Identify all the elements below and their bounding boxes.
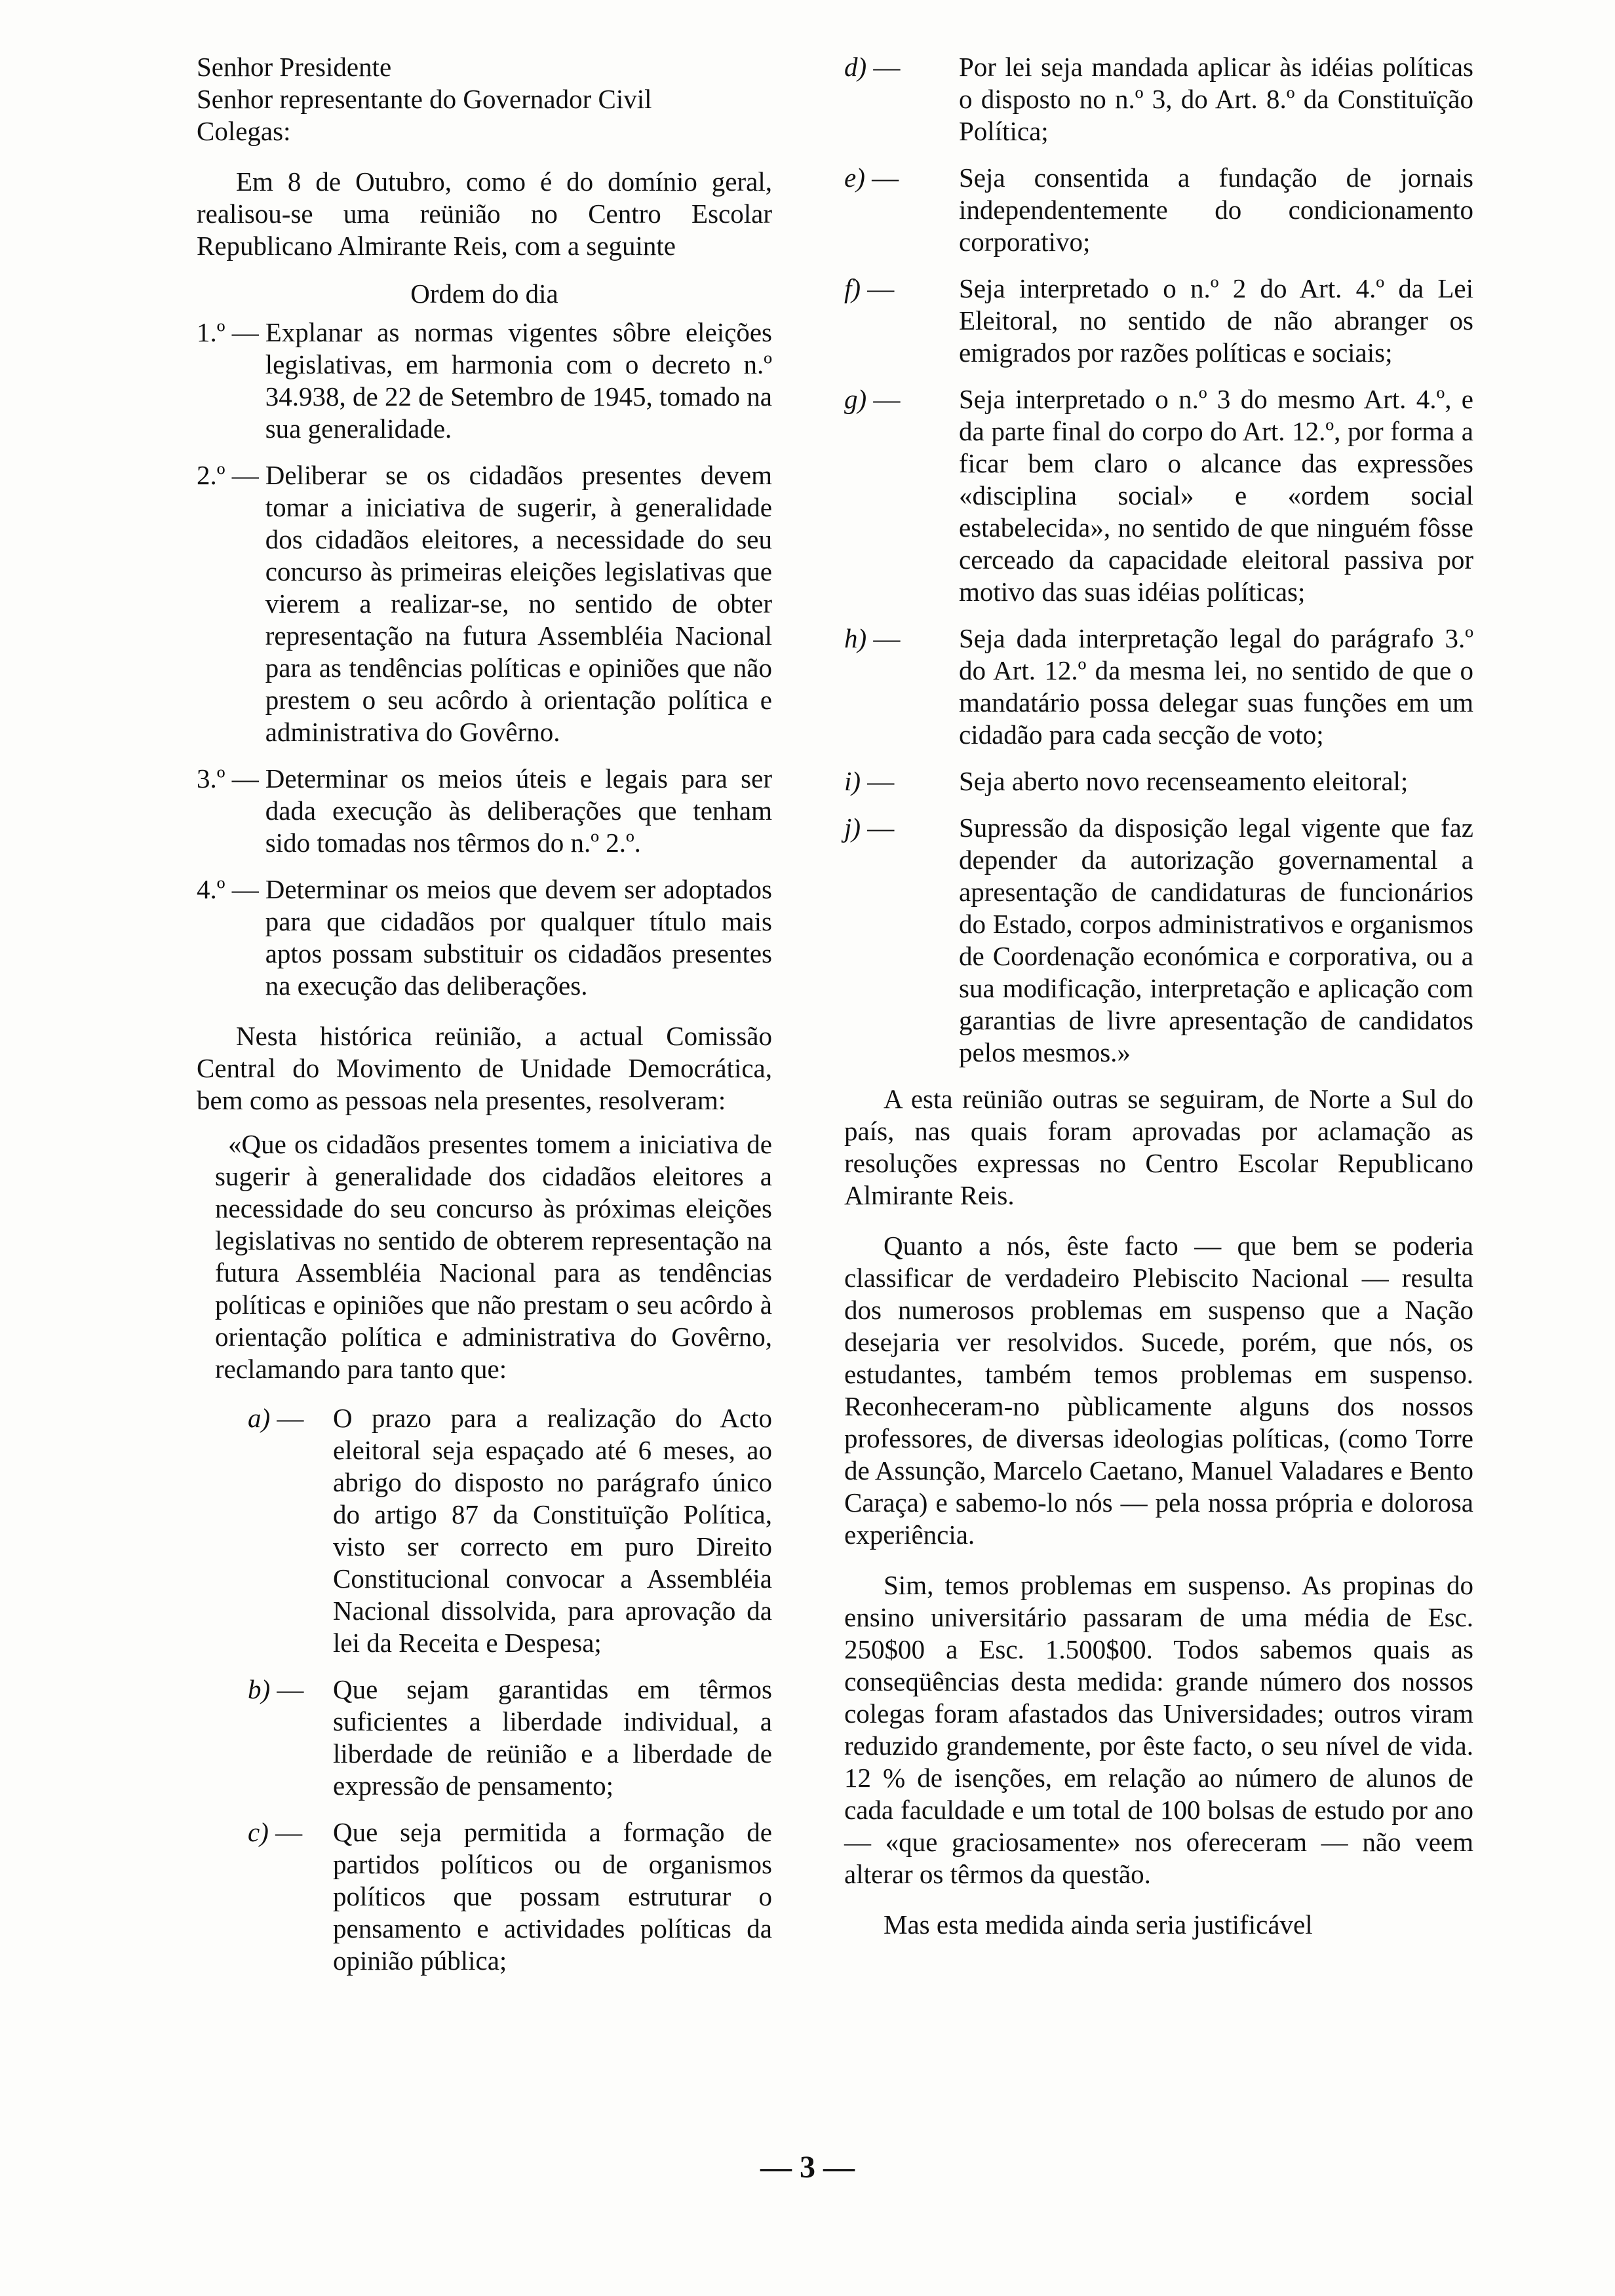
quote-item-label: i) — <box>844 766 895 796</box>
quote-item <box>215 1674 772 1802</box>
agenda-item-number: 2.º — <box>197 460 259 490</box>
agenda-item <box>197 459 772 748</box>
resolution-quote <box>215 1128 772 1977</box>
quote-item <box>844 622 1473 751</box>
page-number: — 3 — <box>760 2150 855 2185</box>
salutation-line: Senhor representante do Governador Civil <box>197 84 652 114</box>
agenda-item-text: Deliberar se os cidadãos presentes devem tomar a iniciativa de sugerir, à generalidade dos cidadãos eleitores, a necessidade do seu concurso às primeiras eleições legislativas que vierem a realizar-se, no sentido de obter representação na futura Assembléia Nacional para as tendências políticas e opiniões que não prestem o seu acôrdo à orientação política e administrativa do Govêrno. <box>265 460 772 747</box>
quote-item-text: Que seja permitida a formação de partidos políticos ou de organismos políticos que possam estruturar o pensamento e actividades políticas da opinião pública; <box>333 1817 772 1976</box>
quote-item-text: Seja interpretado o n.º 2 do Art. 4.º da Lei Eleitoral, no sentido de não abranger os emigrados por razões políticas e sociais; <box>959 273 1473 368</box>
quote-item-label: j) — <box>844 813 895 843</box>
quote-item-text: Que sejam garantidas em têrmos suficientes a liberdade individual, a liberdade de reünião e a liberdade de expressão de pensamento; <box>333 1674 772 1801</box>
quote-item <box>844 162 1473 258</box>
quote-intro: «Que os cidadãos presentes tomem a iniciativa de sugerir à generalidade dos cidadãos eleitores a necessidade do seu concurso às próximas eleições legislativas no sentido de obterem representação na futura Assembléia Nacional para as tendências políticas e opiniões que não prestam o seu acôrdo à orientação política e administrativa do Govêrno, reclamando para tanto que: <box>215 1129 772 1384</box>
quote-item <box>215 1816 772 1977</box>
quote-item-label: a) — <box>248 1403 304 1433</box>
body-paragraph: A esta reünião outras se seguiram, de Norte a Sul do país, nas quais foram aprovadas por aclamação as resoluções expressas no Centro Escolar Republicano Almirante Reis. <box>844 1084 1473 1210</box>
salutation-line: Senhor Presidente <box>197 52 392 82</box>
agenda-item-number: 1.º — <box>197 317 259 347</box>
agenda-item <box>197 873 772 1002</box>
quote-item-text: Seja dada interpretação legal do parágrafo 3.º do Art. 12.º da mesma lei, no sentido de que o mandatário possa delegar suas funções em um cidadão para cada secção de voto; <box>959 623 1473 750</box>
left-column <box>197 51 772 1991</box>
quote-item <box>844 765 1473 797</box>
salutation-line: Colegas: <box>197 116 291 146</box>
quote-item <box>844 812 1473 1069</box>
quote-item-text: Seja consentida a fundação de jornais independentemente do condicionamento corporativo; <box>959 163 1473 257</box>
quote-item-text: Seja interpretado o n.º 3 do mesmo Art. 4.º, e da parte final do corpo do Art. 12.º, por forma a ficar bem claro o alcance das expressões «disciplina social» e «ordem social estabelecida», no sentido de que ninguém fôsse cerceado da capacidade eleitoral passiva por motivo das suas idéias políticas; <box>959 384 1473 607</box>
quote-item <box>215 1402 772 1659</box>
quote-item-label: b) — <box>248 1674 304 1704</box>
quote-item-label: h) — <box>844 623 901 653</box>
quote-item <box>844 51 1473 147</box>
quote-item-text: Por lei seja mandada aplicar às idéias políticas o disposto no n.º 3, do Art. 8.º da Constituïção Política; <box>959 52 1473 146</box>
agenda-item-text: Explanar as normas vigentes sôbre eleições legislativas, em harmonia com o decreto n.º 34.938, de 22 de Setembro de 1945, tomado na sua generalidade. <box>265 317 772 444</box>
intro-paragraph: Em 8 de Outubro, como é do domínio geral, realisou-se uma reünião no Centro Escolar Republicano Almirante Reis, com a seguinte <box>197 166 772 261</box>
quote-item-label: c) — <box>248 1817 303 1847</box>
quote-item-label: e) — <box>844 163 899 193</box>
body-paragraph: Mas esta medida ainda seria justificável <box>884 1909 1313 1940</box>
quote-item-text: O prazo para a realização do Acto eleitoral seja espaçado até 6 meses, ao abrigo do disposto no parágrafo único do artigo 87 da Constituïção Política, visto ser correcto em puro Direito Constitucional convocar a Assembléia Nacional dissolvida, para aprovação da lei da Receita e Despesa; <box>333 1403 772 1658</box>
agenda-item-text: Determinar os meios úteis e legais para ser dada execução às deliberações que tenham sido tomadas nos têrmos do n.º 2.º. <box>265 763 772 858</box>
quote-item-label: g) — <box>844 384 901 414</box>
body-paragraph: Quanto a nós, êste facto — que bem se poderia classificar de verdadeiro Plebiscito Nacional — resulta dos numerosos problemas em suspenso que a Nação desejaria ver resolvidos. Sucede, porém, que nós, os estudantes, também temos problemas em suspenso. Reconheceram-no pùblicamente alguns dos nossos professores, de diversas ideologias políticas, (como Torre de Assunção, Marcelo Caetano, Manuel Valadares e Bento Caraça) e sabemo-lo nós — pela nossa própria e dolorosa experiência. <box>844 1231 1473 1550</box>
quote-item <box>844 273 1473 369</box>
resolution-intro: Nesta histórica reünião, a actual Comissão Central do Movimento de Unidade Democrática, bem como as pessoas nela presentes, resolveram: <box>197 1021 772 1115</box>
agenda-title: Ordem do dia <box>410 278 558 309</box>
quote-item <box>844 383 1473 608</box>
right-column <box>844 51 1473 1941</box>
agenda-item <box>197 763 772 859</box>
agenda-item <box>197 316 772 445</box>
salutation <box>197 51 772 147</box>
quote-item-text: Supressão da disposição legal vigente que faz depender da autorização governamental a apresentação de candidaturas de funcionários do Estado, corpos administrativos e organismos de Coordenação económica e corporativa, ou a sua modificação, interpretação e aplicação com garantias de livre apresentação de candidatos pelos mesmos.» <box>959 813 1473 1067</box>
agenda-item-number: 3.º — <box>197 763 259 794</box>
body-paragraph: Sim, temos problemas em suspenso. As propinas do ensino universitário passaram de uma média de Esc. 250$00 a Esc. 1.500$00. Todos sabemos quais as conseqüências desta medida: grande número dos nossos colegas foram afastados das Universidades; outros viram reduzido grandemente, por êste facto, o seu nível de vida. 12 % de isenções, em relação ao número de alunos de cada faculdade e um total de 100 bolsas de estudo por ano — «que graciosamente» nos ofereceram — não veem alterar os têrmos da questão. <box>844 1570 1473 1889</box>
quote-item-text: Seja aberto novo recenseamento eleitoral; <box>959 766 1409 796</box>
quote-item-label: f) — <box>844 273 895 303</box>
quote-item-label: d) — <box>844 52 901 82</box>
agenda-item-text: Determinar os meios que devem ser adoptados para que cidadãos por qualquer título mais aptos possam substituir os cidadãos presentes na execução das deliberações. <box>265 874 772 1001</box>
agenda-item-number: 4.º — <box>197 874 259 904</box>
